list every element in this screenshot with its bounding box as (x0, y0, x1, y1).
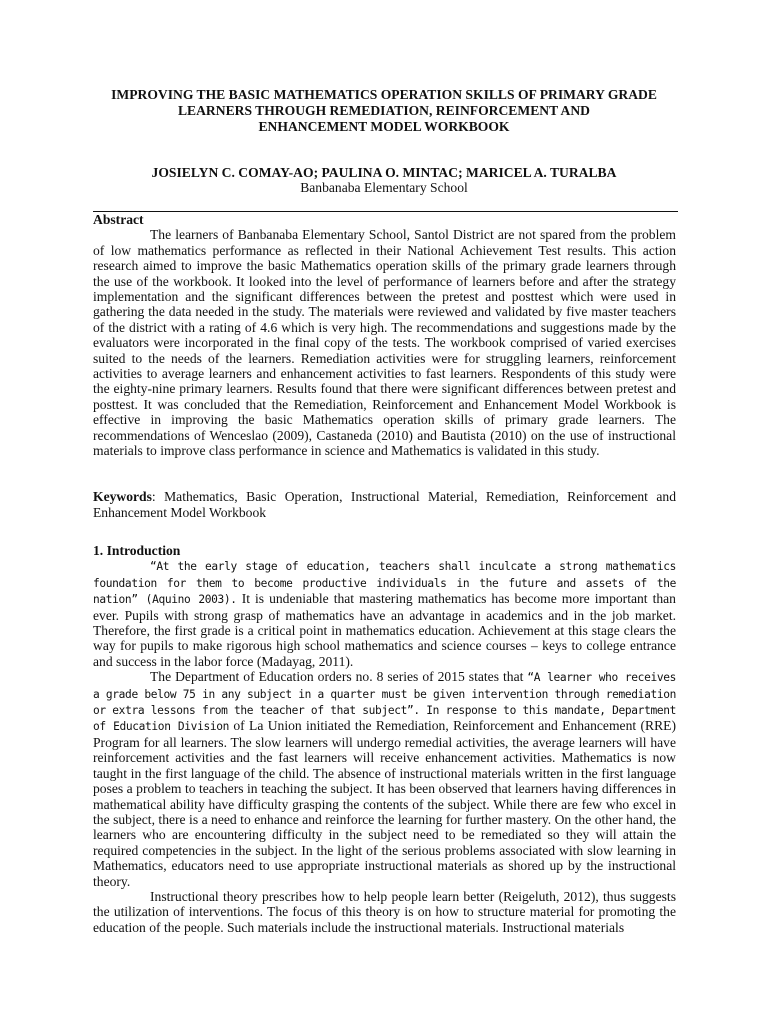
abstract-text: The learners of Banbanaba Elementary School, Santol District are not spared from the problem of low mathematics performance as reflected in their National Achievement Test results. This action research aimed to improve the basic Mathematics operation skills of the primary grade learners through the use of the workbook. It looked into the level of performance of learners before and after the strategy implementation and the significant differences between the pretest and posttest which were used in gathering the data needed in the study. The materials were reviewed and validated by five master teachers of the district with a rating of 4.6 which is very high. The recommendations and suggestions made by the evaluators were incorporated in the final copy of the tests. The workbook comprised of varied exercises suited to the needs of the learners. Remediation activities were for struggling learners, reinforcement activities to average learners and enhancement activities to fast learners. Respondents of this study were the eighty-nine primary learners. Results found that there were significant differences between pretest and posttest. It was concluded that the Remediation, Reinforcement and Enhancement Model Workbook is effective in improving the basic Mathematics operation skills of primary grade learners. The recommendations of Wenceslao (2009), Castaneda (2010) and Bautista (2010) on the use of instructional materials to improve class performance in science and Mathematics is validated in this study. (93, 227, 676, 459)
intro-paragraph-2 (93, 669, 676, 889)
introduction-section (93, 543, 676, 935)
intro-p2-lead: The Department of Education orders no. 8 series of 2015 states that (150, 669, 528, 685)
title-line: LEARNERS THROUGH REMEDIATION, REINFORCEMENT AND (177, 103, 591, 119)
deped-quote: “A learner who receives a grade below 75 in any subject in a quarter must be given intervention through remediation or extra lessons from the teacher of that subject”. In response to this mandate, Department of Education Division (93, 671, 676, 734)
intro-p1-text: It is undeniable that mastering mathematics has become more important than ever. Pupils with strong grasp of mathematics have an advantage in academics and in the job market. Therefore, the first grade is a critical point in mathematics education. Achievement at this stage clears the way for pupils to make rigorous high school mathematics and science courses – keys to college entrance and success in the labor force (Madayag, 2011). (93, 591, 676, 669)
intro-paragraph-3: Instructional theory prescribes how to help people learn better (Reigeluth, 2012), thus suggests the utilization of interventions. The focus of this theory is on how to structure material for promoting the education of the people. Such materials include the instructional materials. Instructional materials (93, 888, 676, 935)
title-line: ENHANCEMENT MODEL WORKBOOK (258, 119, 510, 135)
title-line: IMPROVING THE BASIC MATHEMATICS OPERATION SKILLS OF PRIMARY GRADE (111, 87, 657, 102)
intro-paragraph-1 (93, 558, 676, 669)
keywords-section (93, 489, 676, 521)
abstract-heading: Abstract (93, 212, 144, 227)
intro-p2-text: of La Union initiated the Remediation, Reinforcement and Enhancement (RRE) Program for all learners. The slow learners will undergo remedial activities, the average learners will have reinforcement activities and the fast learners will receive enhancement activities. Mathematics is now taught in the first language of the child. The absence of instructional materials written in the first language poses a problem to teachers in teaching the subject. It has been observed that learners having differences in mathematical ability have difficulty grasping the contents of the subject. While there are few who excel in the subject, there is a need to enhance and reinforce the learning for further mastery. On the other hand, the learners who are encountering difficulty in the subject need to be remediated so they will attain the required competencies in the subject. In the light of the serious problems associated with slow learning in Mathematics, educators need to use appropriate instructional materials as shored up by the instructional theory. (93, 718, 676, 889)
introduction-heading: 1. Introduction (93, 543, 181, 558)
abstract-section (93, 212, 676, 459)
intro-quote: “At the early stage of education, teachers shall inculcate a strong mathematics foundation for them to become productive individuals in the future and assets of the nation” (Aquino 2003). (93, 560, 676, 607)
paper-affiliation: Banbanaba Elementary School (300, 180, 468, 195)
paper-title (80, 87, 688, 136)
paper-authors: JOSIELYN C. COMAY-AO; PAULINA O. MINTAC; MARICEL A. TURALBA (151, 165, 617, 180)
keywords-text: : Mathematics, Basic Operation, Instructional Material, Remediation, Reinforcement and Enhancement Model Workbook (93, 489, 676, 520)
keywords-label: Keywords (93, 489, 152, 504)
